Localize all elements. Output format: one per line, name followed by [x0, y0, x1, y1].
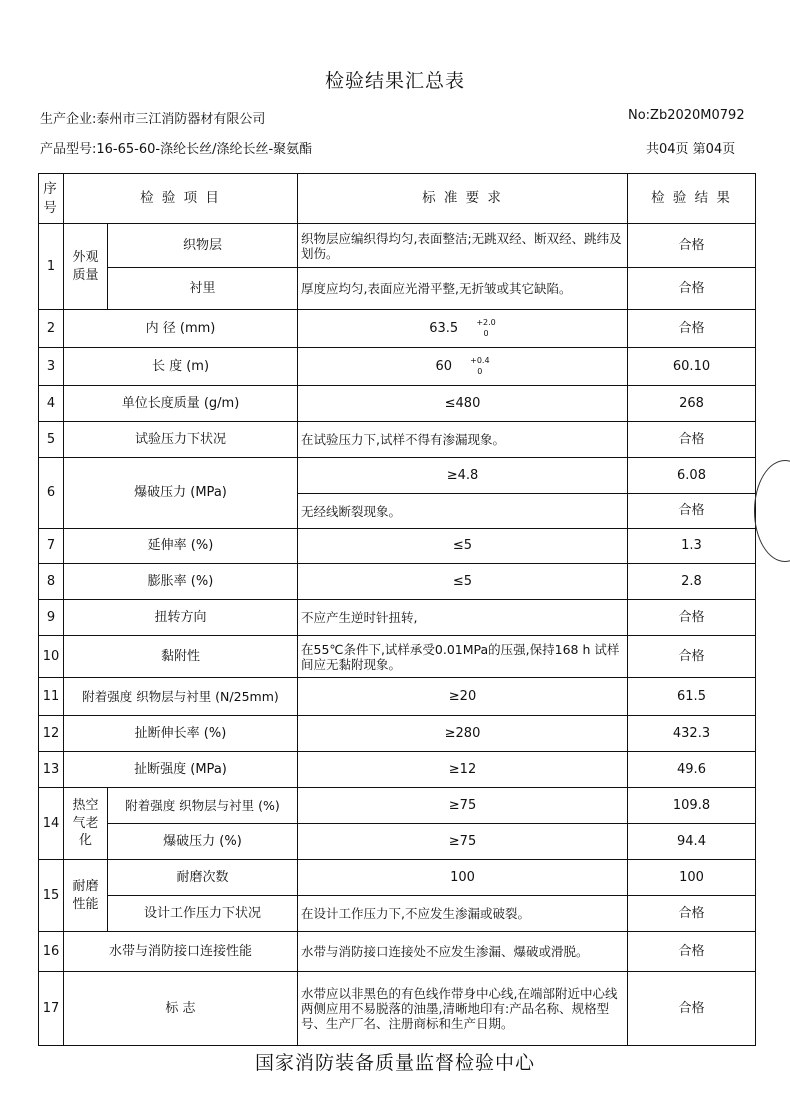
- table-row: [39, 788, 756, 824]
- row-requirement: [298, 348, 628, 386]
- row-seq: 6: [39, 458, 64, 529]
- row-requirement: ≥280: [298, 716, 628, 752]
- row-seq: 4: [39, 386, 64, 422]
- row-result: 60.10: [628, 348, 756, 386]
- row-subitem: 耐磨次数: [108, 860, 298, 896]
- row-seq: 13: [39, 752, 64, 788]
- row-requirement: ≥75: [298, 824, 628, 860]
- report-number: No:Zb2020M0792: [628, 108, 745, 123]
- requirement-value: 63.5: [429, 321, 459, 336]
- row-requirement: [298, 310, 628, 348]
- row-item: 标 志: [64, 972, 298, 1046]
- table-row: [39, 636, 756, 678]
- row-subitem: 织物层: [108, 224, 298, 268]
- row-group: 热空气老化: [64, 788, 108, 860]
- table-row: [39, 422, 756, 458]
- page-title: 检验结果汇总表: [324, 70, 465, 92]
- row-result: 100: [628, 860, 756, 896]
- table-row: [39, 678, 756, 716]
- row-seq: 14: [39, 788, 64, 860]
- tolerance-lower: 0: [483, 328, 489, 338]
- row-requirement: 100: [298, 860, 628, 896]
- table-row: [39, 752, 756, 788]
- row-requirement: ≥20: [298, 678, 628, 716]
- seal-stamp: [754, 460, 790, 562]
- row-seq: 12: [39, 716, 64, 752]
- row-requirement: 在55℃条件下,试样承受0.01MPa的压强,保持168 h 试样间应无黏附现象。: [298, 636, 628, 678]
- table-row: [39, 268, 756, 310]
- row-item: 扯断伸长率 (%): [64, 716, 298, 752]
- table-row: [39, 386, 756, 422]
- row-result: 432.3: [628, 716, 756, 752]
- row-result: 合格: [628, 224, 756, 268]
- row-item: 膨胀率 (%): [64, 564, 298, 600]
- row-result: 94.4: [628, 824, 756, 860]
- row-result: 268: [628, 386, 756, 422]
- row-requirement: ≥4.8: [298, 458, 628, 494]
- manufacturer: 生产企业:泰州市三江消防器材有限公司: [40, 112, 266, 127]
- row-item: 试验压力下状况: [64, 422, 298, 458]
- table-row: [39, 896, 756, 932]
- row-item: 内 径 (mm): [64, 310, 298, 348]
- row-group: 外观质量: [64, 224, 108, 310]
- row-result: 合格: [628, 896, 756, 932]
- row-group: 耐磨性能: [64, 860, 108, 932]
- row-requirement: 水带与消防接口连接处不应发生渗漏、爆破或滑脱。: [298, 932, 628, 972]
- page-count: 共04页 第04页: [646, 142, 736, 157]
- row-result: 49.6: [628, 752, 756, 788]
- row-seq: 1: [39, 224, 64, 310]
- row-subitem: 爆破压力 (%): [108, 824, 298, 860]
- table-row: [39, 529, 756, 564]
- row-requirement: ≥12: [298, 752, 628, 788]
- row-subitem: 设计工作压力下状况: [108, 896, 298, 932]
- table-row: [39, 972, 756, 1046]
- row-result: 109.8: [628, 788, 756, 824]
- row-result: 合格: [628, 494, 756, 529]
- row-result: 61.5: [628, 678, 756, 716]
- table-header-row: [39, 174, 756, 224]
- tolerance-lower: 0: [477, 366, 483, 376]
- table-row: [39, 564, 756, 600]
- row-item: 爆破压力 (MPa): [64, 458, 298, 529]
- table-row: [39, 932, 756, 972]
- row-requirement: ≤5: [298, 564, 628, 600]
- row-seq: 16: [39, 932, 64, 972]
- tolerance: [470, 356, 489, 377]
- row-result: 合格: [628, 932, 756, 972]
- row-requirement: 在试验压力下,试样不得有渗漏现象。: [298, 422, 628, 458]
- row-seq: 3: [39, 348, 64, 386]
- table-row: [39, 224, 756, 268]
- row-item: 单位长度质量 (g/m): [64, 386, 298, 422]
- row-seq: 9: [39, 600, 64, 636]
- table-row: [39, 348, 756, 386]
- col-header-seq: 序号: [39, 174, 64, 224]
- tolerance-upper: +0.4: [470, 356, 490, 366]
- row-seq: 5: [39, 422, 64, 458]
- table-row: [39, 310, 756, 348]
- row-requirement: ≥75: [298, 788, 628, 824]
- col-header-result: 检 验 结 果: [628, 174, 756, 224]
- col-header-item: 检 验 项 目: [64, 174, 298, 224]
- row-item: 黏附性: [64, 636, 298, 678]
- row-seq: 10: [39, 636, 64, 678]
- row-seq: 8: [39, 564, 64, 600]
- row-result: 6.08: [628, 458, 756, 494]
- row-item: 附着强度 织物层与衬里 (N/25mm): [64, 678, 298, 716]
- row-result: 1.3: [628, 529, 756, 564]
- row-result: 合格: [628, 422, 756, 458]
- row-seq: 11: [39, 678, 64, 716]
- row-requirement: ≤480: [298, 386, 628, 422]
- row-result: 合格: [628, 600, 756, 636]
- table-row: [39, 600, 756, 636]
- row-seq: 2: [39, 310, 64, 348]
- row-item: 水带与消防接口连接性能: [64, 932, 298, 972]
- table-row: [39, 824, 756, 860]
- row-requirement: 织物层应编织得均匀,表面整洁;无跳双经、断双经、跳纬及划伤。: [298, 224, 628, 268]
- row-subitem: 附着强度 织物层与衬里 (%): [108, 788, 298, 824]
- row-seq: 7: [39, 529, 64, 564]
- row-requirement: ≤5: [298, 529, 628, 564]
- row-requirement: 在设计工作压力下,不应发生渗漏或破裂。: [298, 896, 628, 932]
- row-item: 扭转方向: [64, 600, 298, 636]
- issuing-organization: 国家消防装备质量监督检验中心: [254, 1052, 535, 1074]
- row-result: 合格: [628, 636, 756, 678]
- row-requirement: 不应产生逆时针扭转,: [298, 600, 628, 636]
- row-seq: 15: [39, 860, 64, 932]
- row-result: 合格: [628, 972, 756, 1046]
- row-result: 合格: [628, 268, 756, 310]
- row-result: 2.8: [628, 564, 756, 600]
- table-row: [39, 458, 756, 494]
- row-subitem: 衬里: [108, 268, 298, 310]
- row-item: 扯断强度 (MPa): [64, 752, 298, 788]
- col-header-requirement: 标 准 要 求: [298, 174, 628, 224]
- results-table: [38, 173, 756, 1046]
- row-requirement: 水带应以非黑色的有色线作带身中心线,在端部附近中心线两侧应用不易脱落的油墨,清晰地印有:产品名称、规格型号、生产厂名、注册商标和生产日期。: [298, 972, 628, 1046]
- row-result: 合格: [628, 310, 756, 348]
- row-item: 延伸率 (%): [64, 529, 298, 564]
- row-seq: 17: [39, 972, 64, 1046]
- row-requirement: 厚度应均匀,表面应光滑平整,无折皱或其它缺陷。: [298, 268, 628, 310]
- row-requirement: 无经线断裂现象。: [298, 494, 628, 529]
- table-row: [39, 860, 756, 896]
- requirement-value: 60: [435, 359, 452, 374]
- tolerance: [476, 318, 495, 339]
- tolerance-upper: +2.0: [476, 318, 496, 328]
- product-model: 产品型号:16-65-60-涤纶长丝/涤纶长丝-聚氨酯: [40, 142, 313, 157]
- table-row: [39, 716, 756, 752]
- row-item: 长 度 (m): [64, 348, 298, 386]
